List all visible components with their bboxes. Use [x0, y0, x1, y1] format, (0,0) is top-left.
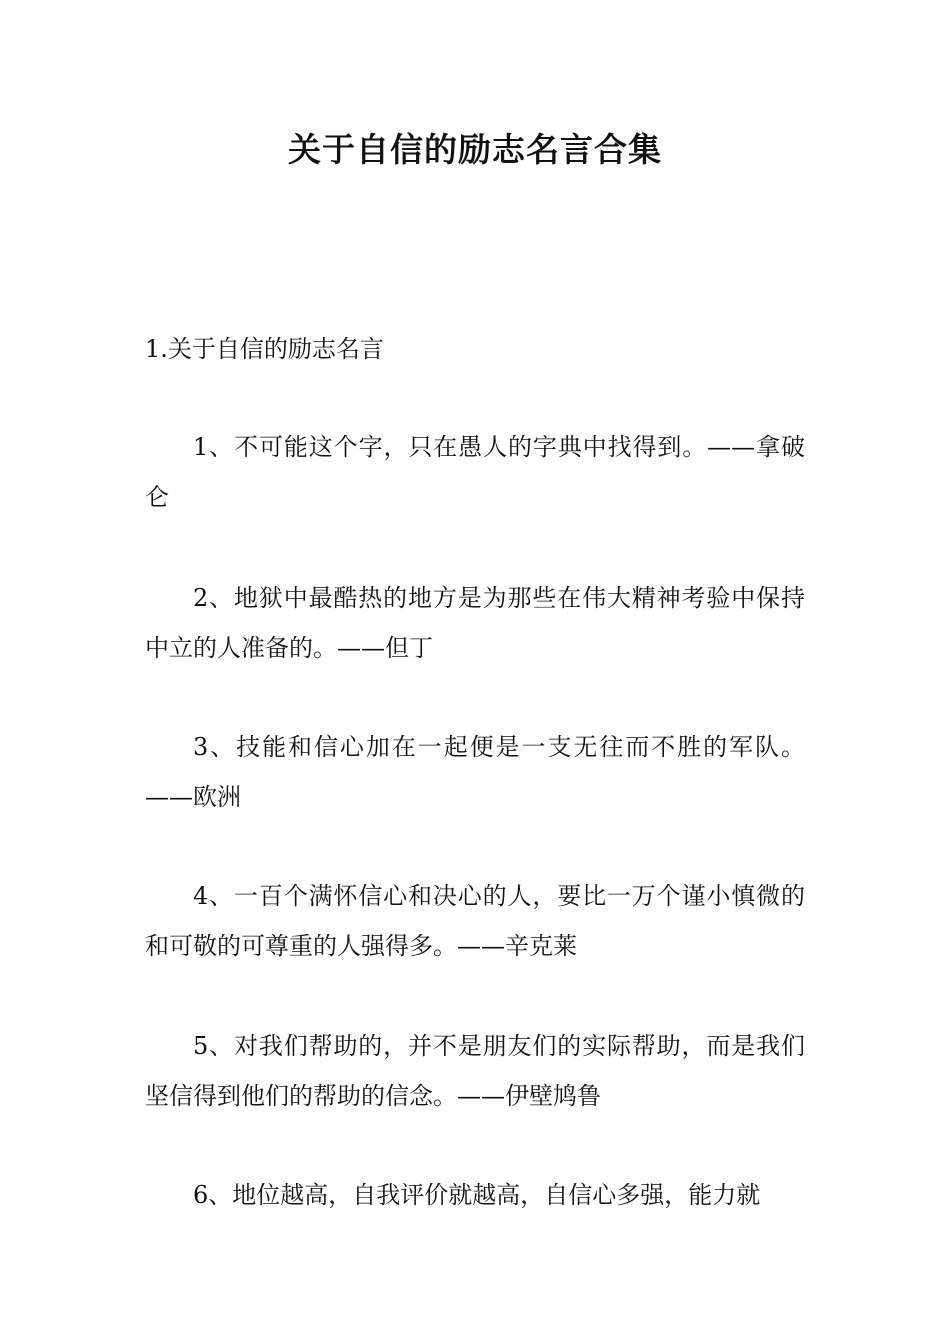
quote-item-2: 2、地狱中最酷热的地方是为那些在伟大精神考验中保持中立的人准备的。——但丁 — [145, 584, 805, 662]
quote-item-6: 6、地位越高，自我评价就越高，自信心多强，能力就 — [193, 1181, 761, 1209]
quote-item-4: 4、一百个满怀信心和决心的人，要比一万个谨小慎微的和可敬的可尊重的人强得多。——辛克莱 — [145, 882, 805, 960]
section-heading: 1.关于自信的励志名言 — [145, 335, 384, 363]
quote-item-1: 1、不可能这个字，只在愚人的字典中找得到。——拿破仑 — [145, 433, 805, 511]
quote-item-3: 3、技能和信心加在一起便是一支无往而不胜的军队。——欧洲 — [145, 733, 805, 811]
document-title: 关于自信的励志名言合集 — [288, 130, 662, 169]
quote-item-5: 5、对我们帮助的，并不是朋友们的实际帮助，而是我们坚信得到他们的帮助的信念。——伊壁鸠鲁 — [145, 1032, 805, 1110]
